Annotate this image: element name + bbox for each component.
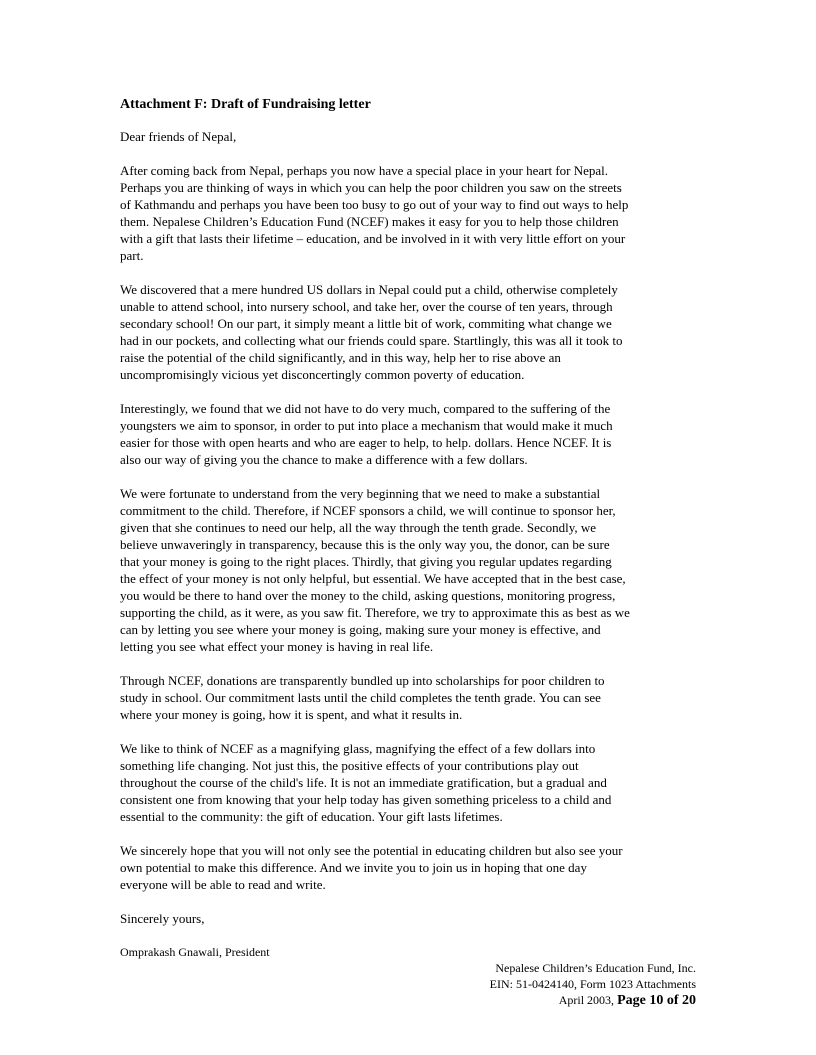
body-paragraph: [120, 672, 710, 723]
paragraph-line: with a gift that lasts their lifetime – education, and be involved in it with very little effort on your: [120, 231, 626, 246]
paragraph-line: part.: [120, 248, 144, 263]
page-number: Page 10 of 20: [617, 993, 696, 1008]
paragraph-line: youngsters we aim to sponsor, in order to put into place a mechanism that would make it much: [120, 418, 613, 433]
paragraph-line: We discovered that a mere hundred US dollars in Nepal could put a child, otherwise completely: [120, 282, 618, 297]
paragraph-line: throughout the course of the child's life. It is not an immediate gratification, but a gradual and: [120, 775, 607, 790]
body-paragraph: [120, 162, 710, 264]
paragraph-line: something life changing. Not just this, the positive effects of your contributions play out: [120, 758, 579, 773]
letter-body: [120, 96, 710, 960]
page-title: Attachment F: Draft of Fundraising letter: [120, 97, 371, 112]
page-footer: [490, 960, 696, 1009]
paragraph-line: consistent one from knowing that your help today has given something priceless to a child and: [120, 792, 612, 807]
paragraph-line: the effect of your money is not only helpful, but essential. We have accepted that in the best case,: [120, 571, 626, 586]
body-paragraph: [120, 485, 710, 655]
paragraph-line: We sincerely hope that you will not only see the potential in educating children but also see your: [120, 843, 623, 858]
paragraph-line: letting you see what effect your money is having in real life.: [120, 639, 434, 654]
salutation: Dear friends of Nepal,: [120, 129, 237, 144]
footer-date: April 2003,: [558, 993, 615, 1007]
body-paragraph: [120, 400, 710, 468]
signature: Omprakash Gnawali, President: [120, 945, 270, 959]
paragraph-line: that your money is going to the right places. Thirdly, that giving you regular updates regarding: [120, 554, 612, 569]
paragraph-line: believe unwaveringly in transparency, because this is the only way you, the donor, can be sure: [120, 537, 610, 552]
footer-ein: EIN: 51-0424140, Form 1023 Attachments: [489, 977, 696, 991]
letter-paragraphs: [120, 162, 710, 893]
paragraph-line: study in school. Our commitment lasts until the child completes the tenth grade. You can see: [120, 690, 601, 705]
paragraph-line: Perhaps you are thinking of ways in which you can help the poor children you saw on the streets: [120, 180, 622, 195]
paragraph-line: where your money is going, how it is spent, and what it results in.: [120, 707, 463, 722]
paragraph-line: uncompromisingly vicious yet disconcertingly common poverty of education.: [120, 367, 525, 382]
paragraph-line: them. Nepalese Children’s Education Fund (NCEF) makes it easy for you to help those children: [120, 214, 619, 229]
paragraph-line: secondary school! On our part, it simply meant a little bit of work, commiting what change we: [120, 316, 612, 331]
footer-org: Nepalese Children’s Education Fund, Inc.: [495, 961, 696, 975]
paragraph-line: supporting the child, as it were, as you saw fit. Therefore, we try to approximate this as best as we: [120, 605, 630, 620]
paragraph-line: raise the potential of the child significantly, and in this way, help her to rise above an: [120, 350, 561, 365]
paragraph-line: essential to the community: the gift of education. Your gift lasts lifetimes.: [120, 809, 503, 824]
body-paragraph: [120, 842, 710, 893]
closing: Sincerely yours,: [120, 911, 205, 926]
paragraph-line: given that she continues to need our help, all the way through the tenth grade. Secondly, we: [120, 520, 597, 535]
paragraph-line: Interestingly, we found that we did not have to do very much, compared to the suffering of the: [120, 401, 611, 416]
paragraph-line: commitment to the child. Therefore, if NCEF sponsors a child, we will continue to sponsor her,: [120, 503, 616, 518]
footer-page-line: [490, 992, 696, 1009]
paragraph-line: you would be there to hand over the money to the child, asking questions, monitoring progress,: [120, 588, 616, 603]
paragraph-line: of Kathmandu and perhaps you have been too busy to go out of your way to find out ways to help: [120, 197, 629, 212]
paragraph-line: had in our pockets, and collecting what our friends could spare. Startlingly, this was all it took to: [120, 333, 623, 348]
paragraph-line: everyone will be able to read and write.: [120, 877, 326, 892]
paragraph-line: also our way of giving you the chance to make a difference with a few dollars.: [120, 452, 528, 467]
paragraph-line: We were fortunate to understand from the very beginning that we need to make a substantial: [120, 486, 601, 501]
body-paragraph: [120, 740, 710, 825]
paragraph-line: own potential to make this difference. And we invite you to join us in hoping that one day: [120, 860, 587, 875]
paragraph-line: Through NCEF, donations are transparently bundled up into scholarships for poor children to: [120, 673, 605, 688]
paragraph-line: easier for those with open hearts and who are eager to help, to help. dollars. Hence NCEF. It is: [120, 435, 612, 450]
paragraph-line: unable to attend school, into nursery school, and take her, over the course of ten years, through: [120, 299, 613, 314]
paragraph-line: We like to think of NCEF as a magnifying glass, magnifying the effect of a few dollars into: [120, 741, 596, 756]
body-paragraph: [120, 281, 710, 383]
paragraph-line: After coming back from Nepal, perhaps you now have a special place in your heart for Nepal.: [120, 163, 609, 178]
paragraph-line: can by letting you see where your money is going, making sure your money is effective, and: [120, 622, 601, 637]
